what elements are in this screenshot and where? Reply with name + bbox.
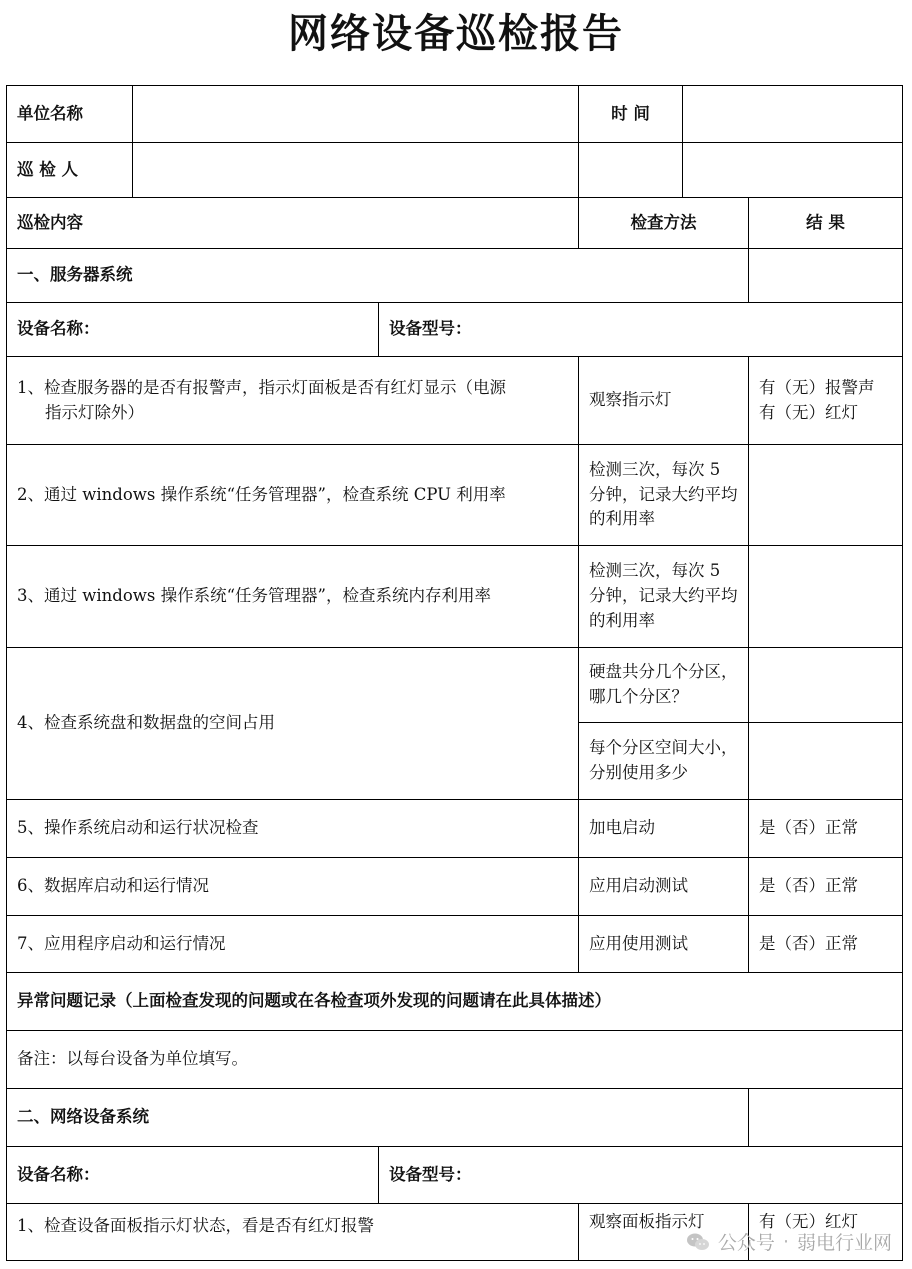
check-result-2[interactable] [749, 445, 903, 546]
check-method-5: 加电启动 [579, 800, 749, 858]
check-item-3: 3、通过 windows 操作系统“任务管理器”，检查系统内存利用率 [7, 546, 579, 648]
table-row [7, 546, 903, 648]
table-row [7, 916, 903, 973]
check-method-1: 观察指示灯 [579, 357, 749, 445]
check-result-1[interactable] [749, 357, 903, 445]
check-item-4: 4、检查系统盘和数据盘的空间占用 [7, 648, 579, 800]
section1-device-row [7, 303, 903, 357]
check-method-4a: 硬盘共分几个分区，哪几个分区？ [579, 648, 749, 723]
abnormal-record-label: 异常问题记录（上面检查发现的问题或在各检查项外发现的问题请在此具体描述） [7, 973, 903, 1031]
inspector-label: 巡 检 人 [7, 143, 133, 198]
check-result-7[interactable]: 是（否）正常 [749, 916, 903, 973]
check-result-6[interactable]: 是（否）正常 [749, 858, 903, 916]
wechat-icon [686, 1232, 710, 1252]
section2-title: 二、网络设备系统 [7, 1089, 749, 1147]
watermark-name: 弱电行业网 [796, 1232, 892, 1254]
check-result-3[interactable] [749, 546, 903, 648]
check-method-4b: 每个分区空间大小，分别使用多少 [579, 723, 749, 800]
check-method-3: 检测三次，每次 5 分钟，记录大约平均的利用率 [579, 546, 749, 648]
unit-name-label: 单位名称 [7, 86, 133, 143]
table-row [7, 648, 903, 723]
note-text: 备注：以每台设备为单位填写。 [7, 1031, 903, 1089]
time-label: 时 间 [579, 86, 683, 143]
header-row-columns [7, 198, 903, 249]
inspection-table [6, 85, 903, 1261]
check-result-4b[interactable] [749, 723, 903, 800]
section2-title-blank [749, 1089, 903, 1147]
check-method-6: 应用启动测试 [579, 858, 749, 916]
abnormal-record-row [7, 973, 903, 1031]
unit-name-field[interactable] [133, 86, 579, 143]
check-item-1-line1: 1、检查服务器的是否有报警声，指示灯面板是否有红灯显示（电源 [17, 377, 506, 397]
section2-device-row [7, 1147, 903, 1204]
header-row-unit [7, 86, 903, 143]
result-column-header: 结 果 [749, 198, 903, 249]
table-row [7, 800, 903, 858]
section1-device-model-label: 设备型号： [379, 303, 903, 357]
watermark-source: 公众号 [717, 1232, 775, 1254]
section2-device-name-label: 设备名称： [7, 1147, 379, 1204]
check-method-2: 检测三次，每次 5 分钟，记录大约平均的利用率 [579, 445, 749, 546]
check-item-1-line2: 指示灯除外） [45, 402, 144, 422]
report-title: 网络设备巡检报告 [288, 10, 624, 57]
net-check-item-1: 1、检查设备面板指示灯状态，看是否有红灯报警 [7, 1204, 579, 1261]
watermark [686, 1228, 892, 1255]
section1-title: 一、服务器系统 [7, 249, 749, 303]
table-row [7, 858, 903, 916]
check-item-7: 7、应用程序启动和运行情况 [7, 916, 579, 973]
section1-device-name-label: 设备名称： [7, 303, 379, 357]
check-item-6: 6、数据库启动和运行情况 [7, 858, 579, 916]
content-column-header: 巡检内容 [7, 198, 579, 249]
check-method-7: 应用使用测试 [579, 916, 749, 973]
section2-title-row [7, 1089, 903, 1147]
table-row [7, 445, 903, 546]
check-item-5: 5、操作系统启动和运行状况检查 [7, 800, 579, 858]
note-row [7, 1031, 903, 1089]
inspector-extra-cell[interactable] [579, 143, 683, 198]
header-row-inspector [7, 143, 903, 198]
check-result-1-line2: 有（无）红灯 [759, 402, 858, 422]
watermark-separator: · [782, 1230, 789, 1253]
net-check-method-1: 观察面板指示灯 [579, 1204, 749, 1261]
net-check-result-1[interactable]: 有（无）红灯 [749, 1204, 903, 1261]
inspector-field[interactable] [133, 143, 579, 198]
section1-title-row [7, 249, 903, 303]
check-result-1-line1: 有（无）报警声 [759, 377, 875, 397]
check-item-1 [7, 357, 579, 445]
table-row [7, 357, 903, 445]
time-field[interactable] [683, 86, 903, 143]
check-result-5[interactable]: 是（否）正常 [749, 800, 903, 858]
section1-title-blank [749, 249, 903, 303]
inspector-extra-cell-2[interactable] [683, 143, 903, 198]
section2-device-model-label: 设备型号： [379, 1147, 903, 1204]
check-item-2: 2、通过 windows 操作系统“任务管理器”，检查系统 CPU 利用率 [7, 445, 579, 546]
method-column-header: 检查方法 [579, 198, 749, 249]
check-result-4a[interactable] [749, 648, 903, 723]
